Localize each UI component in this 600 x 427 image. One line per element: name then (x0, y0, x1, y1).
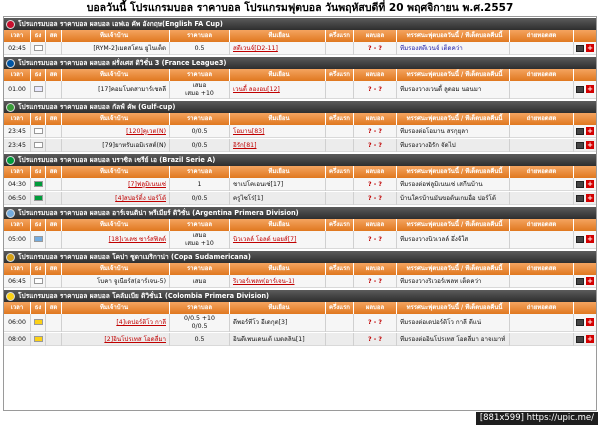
home-team[interactable]: [4]สปอร์ติ้ง ปอร์โต้ (62, 192, 170, 205)
country-flag-icon (34, 142, 43, 148)
home-team[interactable]: [7]ฟลูมิเนนเซ่ (62, 178, 170, 191)
col-tv: ถ่ายทอดสด (510, 166, 574, 178)
country-flag-cell (31, 81, 46, 99)
live-broadcast (510, 314, 574, 332)
image-host-watermark: [881x599] https://upic.me/ (476, 412, 598, 425)
row-actions (574, 178, 596, 191)
col-tip: ทรรศนะฟุตบอลวันนี้ / ทีเด็ดบอลคืนนี้ (397, 302, 510, 314)
live-cell (46, 333, 62, 346)
league-name[interactable]: โปรแกรมบอล ราคาบอล ผลบอล ฝรั่งเศส ดิวิชั่น 3 (France League3) (18, 59, 227, 67)
add-icon[interactable]: + (587, 180, 593, 188)
col-half: ครึ่งแรก (326, 219, 354, 231)
col-score: ผลบอล (354, 263, 397, 275)
col-away: ทีมเยือน (230, 113, 326, 125)
half-time-score (326, 178, 354, 191)
match-time: 06:45 (4, 275, 31, 288)
col-actions (574, 30, 596, 42)
live-cell (46, 81, 62, 99)
half-time-score (326, 333, 354, 346)
row-actions (574, 333, 596, 346)
match-time: 05:00 (4, 231, 31, 249)
col-live: สด (46, 219, 62, 231)
col-flag: ธง (31, 30, 46, 42)
home-team: [79]ยาหรับเอมิเรสต์(N) (62, 139, 170, 152)
league-emblem-icon (6, 59, 15, 68)
row-actions (574, 231, 596, 249)
country-flag-cell (31, 178, 46, 191)
col-away: ทีมเยือน (230, 219, 326, 231)
live-cell (46, 314, 62, 332)
country-flag-icon (34, 195, 43, 201)
row-actions (574, 125, 596, 138)
col-away: ทีมเยือน (230, 302, 326, 314)
col-live: สด (46, 69, 62, 81)
match-row (4, 81, 596, 99)
live-cell (46, 139, 62, 152)
match-row (4, 178, 596, 191)
col-tip: ทรรศนะฟุตบอลวันนี้ / ทีเด็ดบอลคืนนี้ (397, 69, 510, 81)
col-time: เวลา (4, 166, 31, 178)
league-header[interactable] (4, 154, 596, 166)
col-tv: ถ่ายทอดสด (510, 219, 574, 231)
live-broadcast (510, 81, 574, 99)
full-time-score: ? - ? (354, 42, 397, 55)
col-half: ครึ่งแรก (326, 69, 354, 81)
tv-icon[interactable] (576, 86, 584, 93)
home-team[interactable]: [2]อินโปรเทส โอดลี่มา (62, 333, 170, 346)
col-score: ผลบอล (354, 302, 397, 314)
live-broadcast (510, 192, 574, 205)
full-time-score: ? - ? (354, 333, 397, 346)
row-actions (574, 139, 596, 152)
add-icon[interactable]: + (587, 85, 593, 93)
country-flag-cell (31, 275, 46, 288)
country-flag-cell (31, 42, 46, 55)
page-title: บอลวันนี้ โปรแกรมบอล ราคาบอล โปรแกรมฟุตบอล วันพฤหัสบดีที่ 20 พฤศจิกายน พ.ศ.2557 (86, 2, 514, 14)
match-tip: ทีมรองวางอิรัก จัดไป (397, 139, 510, 152)
col-tv: ถ่ายทอดสด (510, 30, 574, 42)
league-name[interactable]: โปรแกรมบอล ราคาบอล ผลบอล กัลฟ์ คัพ (Gulf-cup) (18, 103, 176, 111)
column-header-row (4, 302, 596, 314)
match-time: 08:00 (4, 333, 31, 346)
col-time: เวลา (4, 113, 31, 125)
match-time: 01.00 (4, 81, 31, 99)
half-time-score (326, 139, 354, 152)
half-time-score (326, 231, 354, 249)
col-tip: ทรรศนะฟุตบอลวันนี้ / ทีเด็ดบอลคืนนี้ (397, 166, 510, 178)
add-icon[interactable]: + (587, 127, 593, 135)
col-tip: ทรรศนะฟุตบอลวันนี้ / ทีเด็ดบอลคืนนี้ (397, 30, 510, 42)
col-odds: ราคาบอล (170, 166, 230, 178)
home-team: [17]คอมโบดสามาร์เชลลี (62, 81, 170, 99)
country-flag-cell (31, 231, 46, 249)
match-time: 04:30 (4, 178, 31, 191)
col-tv: ถ่ายทอดสด (510, 302, 574, 314)
country-flag-cell (31, 314, 46, 332)
match-tip: ทีมรองต่อเดปอร์ติโว กาลี ดีแน่ (397, 314, 510, 332)
col-actions (574, 69, 596, 81)
live-broadcast (510, 231, 574, 249)
match-row (4, 275, 596, 288)
col-odds: ราคาบอล (170, 113, 230, 125)
live-cell (46, 192, 62, 205)
col-score: ผลบอล (354, 69, 397, 81)
away-team[interactable]: โอมาน[83] (230, 125, 326, 138)
row-actions (574, 81, 596, 99)
tv-icon[interactable] (576, 278, 584, 285)
col-half: ครึ่งแรก (326, 113, 354, 125)
live-cell (46, 178, 62, 191)
country-flag-cell (31, 125, 46, 138)
full-time-score: ? - ? (354, 139, 397, 152)
col-time: เวลา (4, 30, 31, 42)
league-name[interactable]: โปรแกรมบอล ราคาบอล ผลบอล โคลัมเบีย ดิวิชั่น1 (Colombia Primera Division) (18, 292, 270, 300)
live-broadcast (510, 275, 574, 288)
home-team: [RYM-2]เมดสโตน ยูไนเต็ด (62, 42, 170, 55)
tv-icon[interactable] (576, 181, 584, 188)
live-broadcast (510, 125, 574, 138)
league-header[interactable] (4, 57, 596, 69)
away-team[interactable]: สตีเวนจ์[D2-11] (230, 42, 326, 55)
league-emblem-icon (6, 292, 15, 301)
col-odds: ราคาบอล (170, 263, 230, 275)
away-team[interactable]: ริเวอร์เพลท(อาร์เจน-1) (230, 275, 326, 288)
col-live: สด (46, 166, 62, 178)
col-tv: ถ่ายทอดสด (510, 263, 574, 275)
col-flag: ธง (31, 263, 46, 275)
league-emblem-icon (6, 156, 15, 165)
league-name[interactable]: โปรแกรมบอล ราคาบอล ผลบอล อาร์เจนติน่า พรีเมียร์ ดิวิชั่น (Argentina Primera Division) (18, 209, 299, 217)
odds-value: 0.5 (170, 333, 230, 346)
away-team: ชาเปโคเอนเซ่[17] (230, 178, 326, 191)
country-flag-cell (31, 333, 46, 346)
live-broadcast (510, 333, 574, 346)
add-icon[interactable]: + (587, 44, 593, 52)
league-emblem-icon (6, 103, 15, 112)
column-header-row (4, 69, 596, 81)
league-header[interactable] (4, 207, 596, 219)
tv-icon[interactable] (576, 336, 584, 343)
col-live: สด (46, 302, 62, 314)
country-flag-icon (34, 278, 43, 284)
col-home: ทีมเจ้าบ้าน (62, 113, 170, 125)
away-team: ดีพอร์ทีโว อีเดกุต[3] (230, 314, 326, 332)
match-row (4, 333, 596, 346)
col-away: ทีมเยือน (230, 263, 326, 275)
league-name[interactable]: โปรแกรมบอล ราคาบอล ผลบอล เอฟเอ คัพ อังกฤษ(English FA Cup) (18, 20, 223, 28)
col-time: เวลา (4, 69, 31, 81)
row-actions (574, 192, 596, 205)
add-icon[interactable]: + (587, 235, 593, 243)
col-away: ทีมเยือน (230, 166, 326, 178)
full-time-score: ? - ? (354, 192, 397, 205)
col-live: สด (46, 30, 62, 42)
country-flag-icon (34, 86, 43, 92)
match-row (4, 125, 596, 138)
col-half: ครึ่งแรก (326, 263, 354, 275)
col-tip: ทรรศนะฟุตบอลวันนี้ / ทีเด็ดบอลคืนนี้ (397, 263, 510, 275)
away-team[interactable]: นิวเวลล์ โอลด์ บอยส์[7] (230, 231, 326, 249)
add-icon[interactable]: + (587, 277, 593, 285)
col-tip: ทรรศนะฟุตบอลวันนี้ / ทีเด็ดบอลคืนนี้ (397, 219, 510, 231)
program-table (3, 16, 597, 411)
col-home: ทีมเจ้าบ้าน (62, 30, 170, 42)
match-row (4, 42, 596, 55)
odds-value: 1 (170, 178, 230, 191)
country-flag-cell (31, 192, 46, 205)
column-header-row (4, 30, 596, 42)
col-home: ทีมเจ้าบ้าน (62, 166, 170, 178)
col-odds: ราคาบอล (170, 219, 230, 231)
match-row (4, 231, 596, 249)
full-time-score: ? - ? (354, 231, 397, 249)
home-team[interactable]: [120]คูเวต(N) (62, 125, 170, 138)
full-time-score: ? - ? (354, 314, 397, 332)
col-flag: ธง (31, 166, 46, 178)
col-score: ผลบอล (354, 30, 397, 42)
odds-value: 0.5 (170, 42, 230, 55)
country-flag-icon (34, 181, 43, 187)
live-cell (46, 125, 62, 138)
column-header-row (4, 219, 596, 231)
country-flag-icon (34, 45, 43, 51)
match-tip: ทีมรองต่ออินโปรเทส โอดลี่มา อาจเมาท์ (397, 333, 510, 346)
country-flag-cell (31, 139, 46, 152)
add-icon[interactable]: + (587, 194, 593, 202)
match-tip: ทีมรองต่อโอมาน สรกุยุลา (397, 125, 510, 138)
col-flag: ธง (31, 219, 46, 231)
col-score: ผลบอล (354, 166, 397, 178)
half-time-score (326, 192, 354, 205)
half-time-score (326, 42, 354, 55)
half-time-score (326, 81, 354, 99)
tv-icon[interactable] (576, 236, 584, 243)
match-tip: ทีมรองต่อฟลูมิเนนเซ่ เสกีนบ้าน (397, 178, 510, 191)
league-header[interactable] (4, 251, 596, 263)
column-header-row (4, 166, 596, 178)
col-score: ผลบอล (354, 219, 397, 231)
col-actions (574, 219, 596, 231)
league-header[interactable] (4, 290, 596, 302)
odds-value: 0/0.5 (170, 192, 230, 205)
add-icon[interactable]: + (587, 335, 593, 343)
col-away: ทีมเยือน (230, 30, 326, 42)
col-live: สด (46, 263, 62, 275)
tv-icon[interactable] (576, 128, 584, 135)
home-team[interactable]: [18]เวเลซ ซาร์สฟิลด์ (62, 231, 170, 249)
tv-icon[interactable] (576, 195, 584, 202)
add-icon[interactable]: + (587, 141, 593, 149)
tv-icon[interactable] (576, 319, 584, 326)
col-score: ผลบอล (354, 113, 397, 125)
tv-icon[interactable] (576, 142, 584, 149)
country-flag-icon (34, 336, 43, 342)
match-row (4, 192, 596, 205)
col-flag: ธง (31, 69, 46, 81)
column-header-row (4, 263, 596, 275)
odds-value: เสมอ เสมอ +10 (170, 81, 230, 99)
col-flag: ธง (31, 113, 46, 125)
col-tv: ถ่ายทอดสด (510, 69, 574, 81)
away-team: ครูไซโร่[1] (230, 192, 326, 205)
col-half: ครึ่งแรก (326, 166, 354, 178)
odds-value: เสมอ เสมอ +10 (170, 231, 230, 249)
match-time: 06:50 (4, 192, 31, 205)
league-emblem-icon (6, 20, 15, 29)
row-actions (574, 275, 596, 288)
half-time-score (326, 275, 354, 288)
add-icon[interactable]: + (587, 318, 593, 326)
live-cell (46, 275, 62, 288)
live-broadcast (510, 139, 574, 152)
away-team: อินดีเพนเดนเต้ เมดลลิน[1] (230, 333, 326, 346)
away-team[interactable]: เวนดี้ ลองอม[12] (230, 81, 326, 99)
league-name[interactable]: โปรแกรมบอล ราคาบอล ผลบอล บราซิล เซรีย์ เอ (Brazil Serie A) (18, 156, 216, 164)
col-actions (574, 263, 596, 275)
odds-value: 0/0.5 (170, 125, 230, 138)
tv-icon[interactable] (576, 45, 584, 52)
full-time-score: ? - ? (354, 81, 397, 99)
full-time-score: ? - ? (354, 178, 397, 191)
odds-value: 0/0.5 +10 0/0.5 (170, 314, 230, 332)
col-tip: ทรรศนะฟุตบอลวันนี้ / ทีเด็ดบอลคืนนี้ (397, 113, 510, 125)
col-live: สด (46, 113, 62, 125)
col-time: เวลา (4, 302, 31, 314)
match-time: 06:00 (4, 314, 31, 332)
country-flag-icon (34, 319, 43, 325)
home-team: โบคา จูเนียร์ส(อาร์เจน-5) (62, 275, 170, 288)
live-cell (46, 42, 62, 55)
col-half: ครึ่งแรก (326, 302, 354, 314)
col-actions (574, 302, 596, 314)
home-team[interactable]: [4]เดปอร์ติโว กาลี (62, 314, 170, 332)
col-tv: ถ่ายทอดสด (510, 113, 574, 125)
league-header[interactable] (4, 101, 596, 113)
col-odds: ราคาบอล (170, 69, 230, 81)
match-time: 02:45 (4, 42, 31, 55)
live-broadcast (510, 42, 574, 55)
col-time: เวลา (4, 219, 31, 231)
match-row (4, 139, 596, 152)
full-time-score: ? - ? (354, 275, 397, 288)
col-half: ครึ่งแรก (326, 30, 354, 42)
away-team[interactable]: อิรัก[81] (230, 139, 326, 152)
col-home: ทีมเจ้าบ้าน (62, 69, 170, 81)
row-actions (574, 42, 596, 55)
odds-value: เสมอ (170, 275, 230, 288)
match-tip: ทีมรองวางนิวเวลล์ อึ่งจ้ใส (397, 231, 510, 249)
col-odds: ราคาบอล (170, 302, 230, 314)
match-row (4, 314, 596, 332)
match-tip[interactable]: ทีมรองสตีเวนจ์ เต็ดคว่า (397, 42, 510, 55)
half-time-score (326, 314, 354, 332)
col-home: ทีมเจ้าบ้าน (62, 302, 170, 314)
match-tip: ทีมรองวางเวนดี้ ลูดอม นอนมา (397, 81, 510, 99)
col-flag: ธง (31, 302, 46, 314)
league-emblem-icon (6, 253, 15, 262)
col-odds: ราคาบอล (170, 30, 230, 42)
live-broadcast (510, 178, 574, 191)
full-time-score: ? - ? (354, 125, 397, 138)
league-emblem-icon (6, 209, 15, 218)
col-actions (574, 166, 596, 178)
live-cell (46, 231, 62, 249)
match-tip: ทีมรองวางริเวอร์เพลท เต็ดคว่า (397, 275, 510, 288)
country-flag-icon (34, 128, 43, 134)
col-home: ทีมเจ้าบ้าน (62, 219, 170, 231)
col-home: ทีมเจ้าบ้าน (62, 263, 170, 275)
row-actions (574, 314, 596, 332)
col-actions (574, 113, 596, 125)
col-away: ทีมเยือน (230, 69, 326, 81)
match-tip: บ้านใครบ้านมันขอต้นเกมอื่อ ปอร์โต้ (397, 192, 510, 205)
league-name[interactable]: โปรแกรมบอล ราคาบอล ผลบอล โคปา ซูดาเมริกาน่า (Copa Sudamericana) (18, 253, 251, 261)
match-time: 23:45 (4, 139, 31, 152)
column-header-row (4, 113, 596, 125)
country-flag-icon (34, 236, 43, 242)
league-header[interactable] (4, 18, 596, 30)
match-time: 23:45 (4, 125, 31, 138)
odds-value: 0/0.5 (170, 139, 230, 152)
col-time: เวลา (4, 263, 31, 275)
half-time-score (326, 125, 354, 138)
